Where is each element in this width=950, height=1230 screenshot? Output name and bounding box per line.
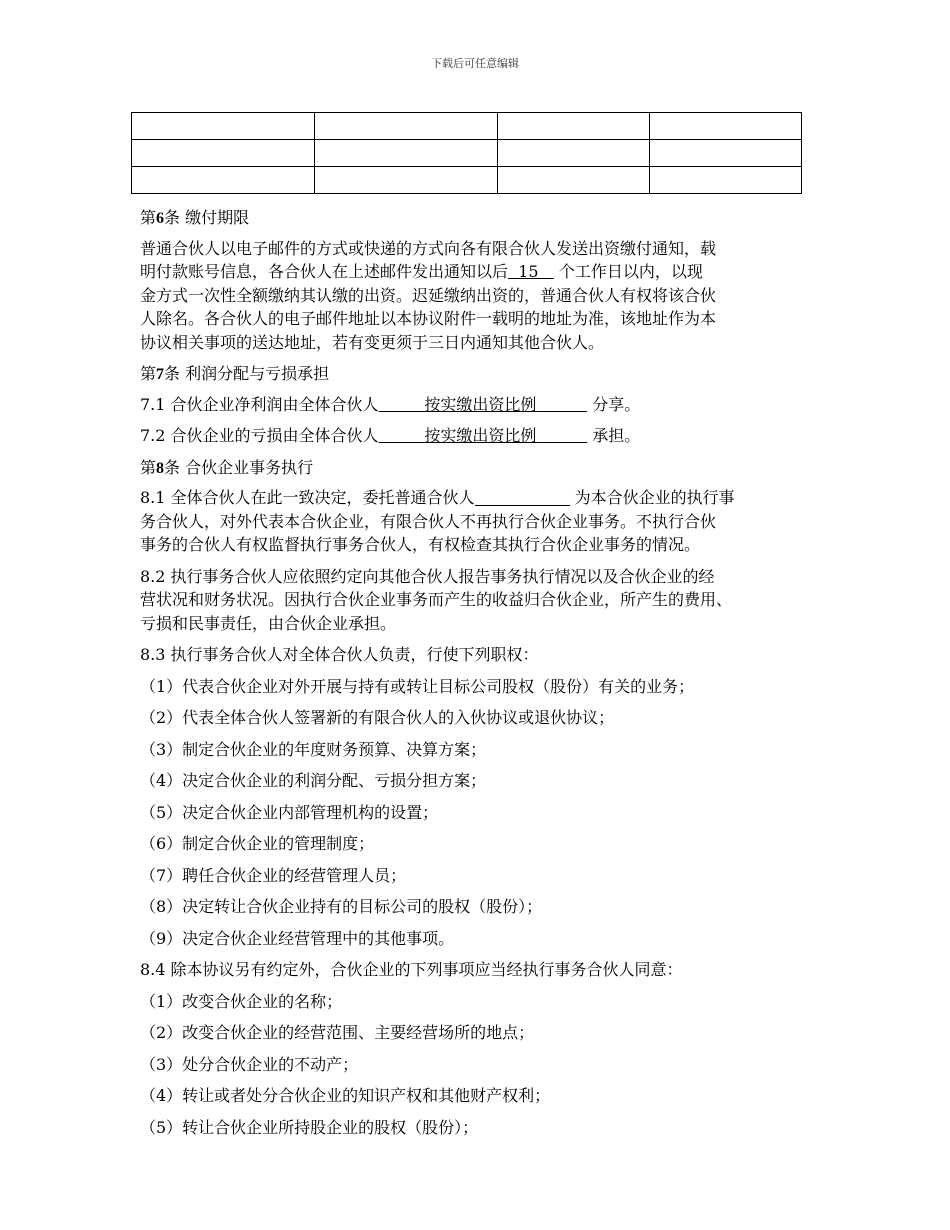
clause-8-4: 8.4 除本协议另有约定外，合伙企业的下列事项应当经执行事务合伙人同意： xyxy=(140,960,683,979)
list-item: （3）制定合伙企业的年度财务预算、决算方案； xyxy=(140,739,487,759)
document-body xyxy=(140,204,830,1147)
list-item: （3）处分合伙企业的不动产； xyxy=(140,1054,359,1074)
list-item: （6）制定合伙企业的管理制度； xyxy=(140,834,375,853)
blank-table xyxy=(131,112,802,194)
list-item: （1）代表合伙企业对外开展与持有或转让目标公司股权（股份）有关的业务； xyxy=(140,676,695,696)
list-item: （9）决定合伙企业经营管理中的其他事项。 xyxy=(140,928,455,948)
page-header: 下载后可任意编辑 xyxy=(431,57,519,70)
clause-7-1: 7.1 合伙企业净利润由全体合伙人 按实缴出资比例 分享。 xyxy=(140,394,641,414)
list-item: （1）改变合伙企业的名称； xyxy=(140,991,343,1011)
partner-name-blank xyxy=(475,489,570,506)
clause-7-2: 7.2 合伙企业的亏损由全体合伙人 按实缴出资比例 承担。 xyxy=(140,426,641,445)
article-6-title: 第6条 缴付期限 xyxy=(140,208,250,227)
list-item: （5）决定合伙企业内部管理机构的设置； xyxy=(140,802,439,822)
loss-ratio-value: 按实缴出资比例 xyxy=(424,426,537,445)
list-item: （2）代表全体合伙人签署新的有限合伙人的入伙协议或退伙协议； xyxy=(140,708,615,727)
list-item: （7）聘任合伙企业的经营管理人员； xyxy=(140,865,407,885)
article-7-title: 第7条 利润分配与亏损承担 xyxy=(140,364,330,383)
clause-8-2: 8.2 执行事务合伙人应依照约定向其他合伙人报告事务执行情况以及合伙企业的经 营状况和财务状况。因执行合伙企业事务而产生的收益归合伙企业，所产生的费用、 亏损和民事责任，由合伙企业承担。 xyxy=(140,566,733,633)
profit-ratio-value: 按实缴出资比例 xyxy=(424,394,537,414)
clause-8-3-list xyxy=(140,675,830,951)
list-item: （5）转让合伙企业所持股企业的股权（股份）； xyxy=(140,1117,479,1137)
list-item: （2）改变合伙企业的经营范围、主要经营场所的地点； xyxy=(140,1023,535,1042)
article-6-paragraph: 普通合伙人以电子邮件的方式或快递的方式向各有限合伙人发送出资缴付通知，载 明付款账号信息，各合伙人在上述邮件发出通知以后 15 个工作日以内，以现 金方式一次性全额缴纳其认缴的出资。迟延缴纳出资的，普通合伙人有权将该合伙 人除名。各合伙人的电子邮件地址以本协议附件一载明的地址为准，该地址作为本 协议相关事项的送达地址，若有变更须于三日内通知其他合伙人。 xyxy=(140,238,717,352)
clause-8-3: 8.3 执行事务合伙人对全体合伙人负责，行使下列职权： xyxy=(140,645,539,664)
clause-8-4-list xyxy=(140,990,830,1140)
table-row xyxy=(132,113,802,140)
clause-8-1: 8.1 全体合伙人在此一致决定，委托普通合伙人 为本合伙企业的执行事 务合伙人，对外代表本合伙企业，有限合伙人不再执行合伙企业事务。不执行合伙 事务的合伙人有权监督执行事务合伙人，有权检查其执行合伙企业事务的情况。 xyxy=(140,488,735,554)
list-item: （4）决定合伙企业的利润分配、亏损分担方案； xyxy=(140,771,487,790)
table-row xyxy=(132,167,802,194)
list-item: （8）决定转让合伙企业持有的目标公司的股权（股份）； xyxy=(140,897,543,916)
table-row xyxy=(132,140,802,167)
payment-days-value: 15 xyxy=(518,262,539,281)
list-item: （4）转让或者处分合伙企业的知识产权和其他财产权利； xyxy=(140,1086,551,1105)
article-8-title: 第8条 合伙企业事务执行 xyxy=(140,457,314,477)
